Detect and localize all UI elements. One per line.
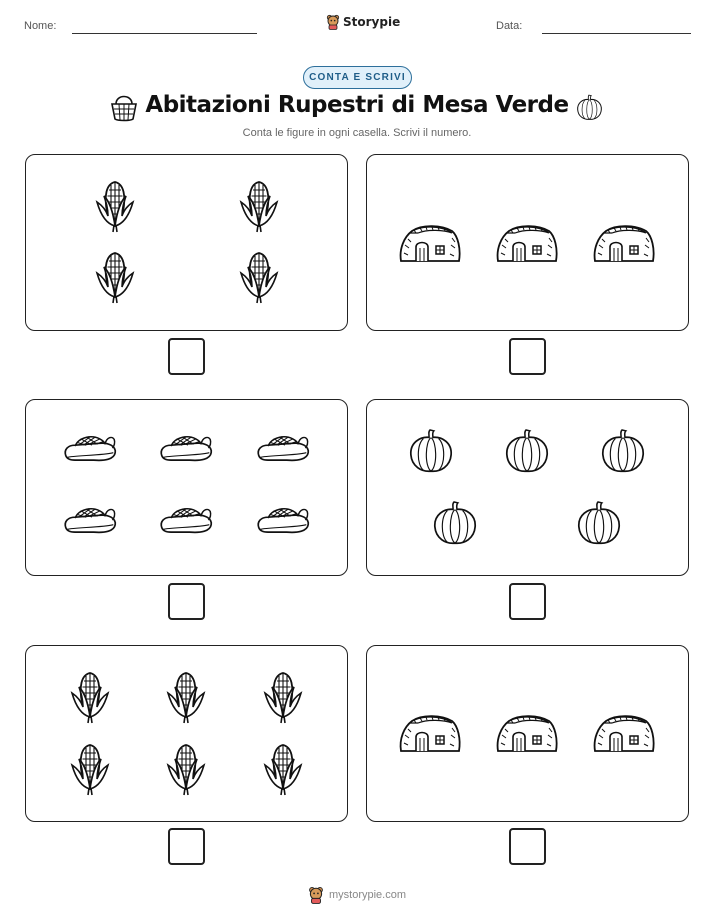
pumpkin-icon (408, 428, 454, 474)
sandal-icon (62, 430, 118, 466)
pumpkin-icon (576, 94, 603, 121)
cliff-dwelling-icon (495, 221, 559, 265)
corn-icon (166, 741, 206, 797)
pumpkin-icon (600, 428, 646, 474)
name-field[interactable] (72, 33, 257, 34)
date-label: Data: (496, 20, 523, 32)
cliff-dwelling-icon (495, 711, 559, 755)
cliff-dwelling-icon (398, 221, 462, 265)
answer-box-2[interactable] (509, 338, 546, 375)
page-title: Abitazioni Rupestri di Mesa Verde (145, 92, 569, 118)
activity-badge: CONTA E SCRIVI (303, 66, 412, 89)
answer-box-5[interactable] (168, 828, 205, 865)
corn-icon (95, 178, 135, 234)
sandal-icon (255, 502, 311, 538)
name-label: Nome: (24, 20, 57, 32)
count-panel-2 (366, 154, 689, 331)
count-panel-6 (366, 645, 689, 822)
count-panel-4 (366, 399, 689, 576)
date-field[interactable] (542, 33, 691, 34)
storypie-mascot-icon (326, 14, 340, 30)
answer-box-3[interactable] (168, 583, 205, 620)
storypie-mascot-icon (308, 886, 324, 904)
sandal-icon (62, 502, 118, 538)
corn-icon (239, 178, 279, 234)
corn-icon (263, 669, 303, 725)
brand-logo (326, 14, 400, 30)
sandal-icon (158, 502, 214, 538)
count-panel-3 (25, 399, 348, 576)
answer-box-6[interactable] (509, 828, 546, 865)
corn-icon (95, 249, 135, 305)
pumpkin-icon (432, 500, 478, 546)
cliff-dwelling-icon (592, 711, 656, 755)
corn-icon (166, 669, 206, 725)
corn-icon (239, 249, 279, 305)
count-panel-5 (25, 645, 348, 822)
sandal-icon (158, 430, 214, 466)
corn-icon (70, 741, 110, 797)
answer-box-4[interactable] (509, 583, 546, 620)
pumpkin-icon (576, 500, 622, 546)
sandal-icon (255, 430, 311, 466)
footer (308, 886, 406, 904)
footer-url[interactable]: mystorypie.com (329, 889, 407, 901)
cliff-dwelling-icon (592, 221, 656, 265)
answer-box-1[interactable] (168, 338, 205, 375)
corn-icon (263, 741, 303, 797)
instructions: Conta le figure in ogni casella. Scrivi il numero. (242, 127, 472, 139)
pumpkin-icon (504, 428, 550, 474)
brand-name: Storypie (343, 15, 401, 29)
corn-icon (70, 669, 110, 725)
count-panel-1 (25, 154, 348, 331)
cliff-dwelling-icon (398, 711, 462, 755)
